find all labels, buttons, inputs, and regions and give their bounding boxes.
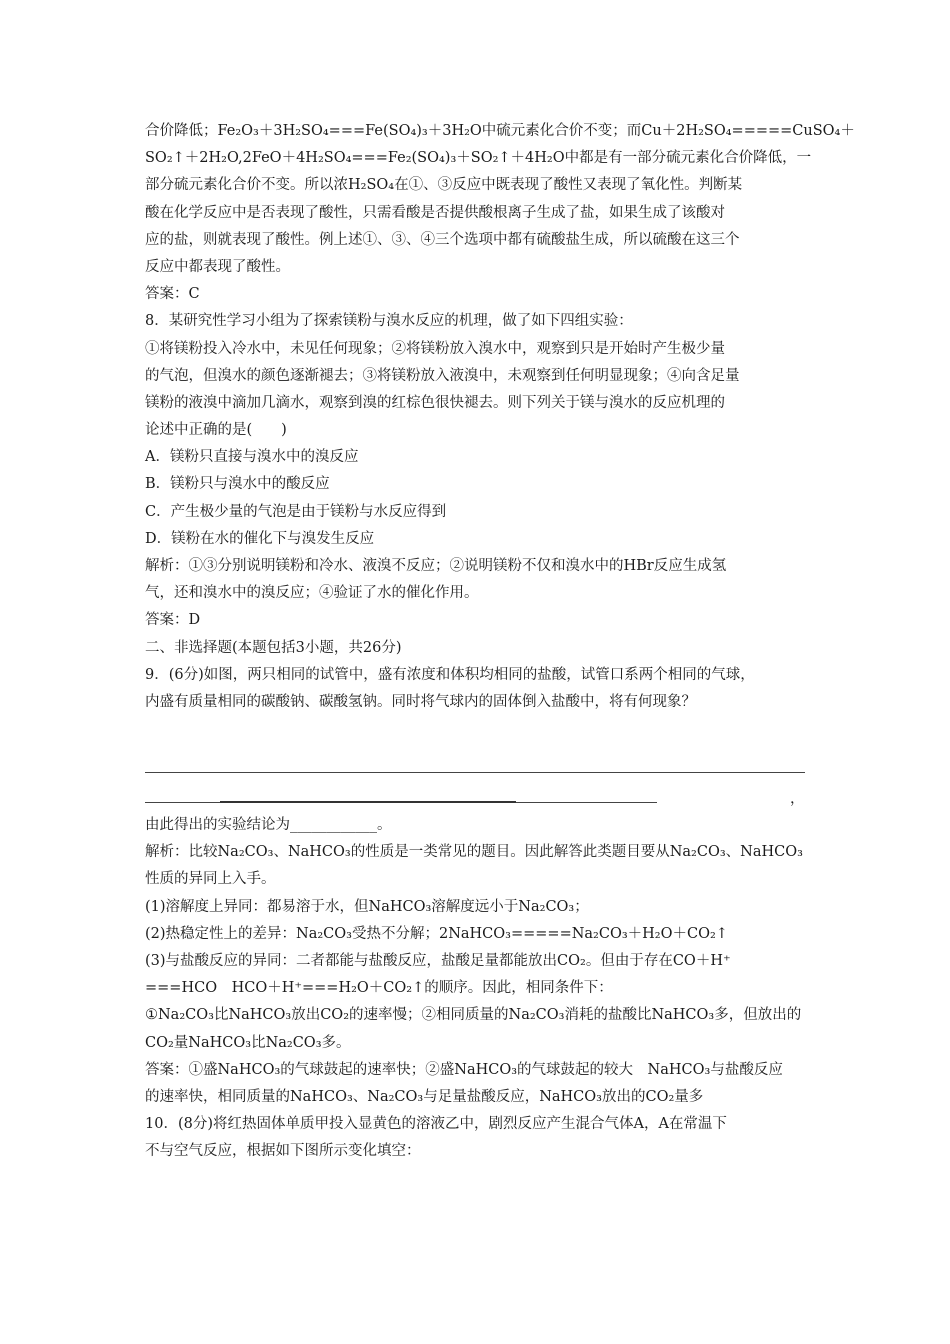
answer-line: 答案：D <box>145 612 201 629</box>
document-page <box>145 118 855 716</box>
answer-line: 答案：①盛NaHCO₃的气球鼓起的速率快；②盛NaHCO₃的气球鼓起的较大 NaHCO₃与盐酸反应 <box>145 1061 783 1078</box>
text-line: ①Na₂CO₃比NaHCO₃放出CO₂的速率慢；②相同质量的Na₂CO₃消耗的盐酸比NaHCO₃多，但放出的 <box>145 1007 802 1024</box>
answer-blank-line <box>145 772 805 773</box>
text-line: 反应中都表现了酸性。 <box>145 258 290 275</box>
section-heading: 二、非选择题(本题包括3小题，共26分) <box>145 639 402 656</box>
answer-line: 答案：C <box>145 286 200 303</box>
conclusion-line: 由此得出的实验结论为____________。 <box>145 817 392 833</box>
text-line: (2)热稳定性上的差异：Na₂CO₃受热不分解；2NaHCO₃=====Na₂CO₃＋H₂O＋CO₂↑ <box>145 925 728 942</box>
blank-comma: ， <box>790 791 805 807</box>
text-line: SO₂↑＋2H₂O,2FeO＋4H₂SO₄===Fe₂(SO₄)₃＋SO₂↑＋4H₂O中都是有一部分硫元素化合价降低，一 <box>145 150 812 167</box>
analysis-line: 解析：①③分别说明镁粉和冷水、液溴不反应；②说明镁粉不仅和溴水中的HBr反应生成氢 <box>145 558 727 574</box>
option-c: C．产生极少量的气泡是由于镁粉与水反应得到 <box>145 503 447 520</box>
question-9-title: 9．(6分)如图，两只相同的试管中，盛有浓度和体积均相同的盐酸，试管口系两个相同的气球， <box>145 666 755 683</box>
text-line: 应的盐，则就表现了酸性。例上述①、③、④三个选项中都有硫酸盐生成，所以硫酸在这三个 <box>145 231 740 248</box>
text-line: 部分硫元素化合价不变。所以浓H₂SO₄在①、③反应中既表现了酸性又表现了氧化性。判断某 <box>145 177 743 194</box>
text-line: 合价降低；Fe₂O₃＋3H₂SO₄===Fe(SO₄)₃＋3H₂O中硫元素化合价不变；而Cu＋2H₂SO₄=====CuSO₄＋ <box>145 123 855 139</box>
text-line: 不与空气反应，根据如下图所示变化填空： <box>145 1143 421 1160</box>
text-line: (3)与盐酸反应的异同：二者都能与盐酸反应，盐酸足量都能放出CO₂。但由于存在CO＋H⁺ <box>145 952 731 969</box>
text-line: 的速率快，相同质量的NaHCO₃、Na₂CO₃与足量盐酸反应，NaHCO₃放出的CO₂量多 <box>145 1088 704 1105</box>
answer-blank-line-bold <box>220 801 516 803</box>
text-line: 论述中正确的是( ) <box>145 422 287 439</box>
option-b: B．镁粉只与溴水中的酸反应 <box>145 476 330 493</box>
text-line: 酸在化学反应中是否表现了酸性，只需看酸是否提供酸根离子生成了盐，如果生成了该酸对 <box>145 204 725 221</box>
text-line: 的气泡，但溴水的颜色逐渐褪去；③将镁粉放入液溴中，未观察到任何明显现象；④向含足量 <box>145 367 740 384</box>
text-line: CO₂量NaHCO₃比Na₂CO₃多。 <box>145 1034 351 1051</box>
text-line: 气，还和溴水中的溴反应；④验证了水的催化作用。 <box>145 585 479 602</box>
analysis-line: 解析：比较Na₂CO₃、NaHCO₃的性质是一类常见的题目。因此解答此类题目要从Na₂CO₃、NaHCO₃ <box>145 844 803 861</box>
text-line: ===HCO HCO＋H⁺===H₂O＋CO₂↑的顺序。因此，相同条件下： <box>145 980 613 997</box>
text-line: 内盛有质量相同的碳酸钠、碳酸氢钠。同时将气球内的固体倒入盐酸中，将有何现象？ <box>145 693 696 710</box>
option-a: A．镁粉只直接与溴水中的溴反应 <box>145 449 359 466</box>
text-line: 镁粉的液溴中滴加几滴水，观察到溴的红棕色很快褪去。则下列关于镁与溴水的反应机理的 <box>145 394 725 411</box>
option-d: D．镁粉在水的催化下与溴发生反应 <box>145 530 375 547</box>
text-line: ①将镁粉投入冷水中，未见任何现象；②将镁粉放入溴水中，观察到只是开始时产生极少量 <box>145 340 725 357</box>
question-10-title: 10．(8分)将红热固体单质甲投入显黄色的溶液乙中，剧烈反应产生混合气体A，A在常温下 <box>145 1116 727 1133</box>
question-8-title: 8．某研究性学习小组为了探索镁粉与溴水反应的机理，做了如下四组实验： <box>145 313 633 330</box>
document-page-continued <box>145 812 817 1165</box>
text-line: (1)溶解度上异同：都易溶于水，但NaHCO₃溶解度远小于Na₂CO₃； <box>145 898 589 915</box>
text-line: 性质的异同上入手。 <box>145 871 276 888</box>
